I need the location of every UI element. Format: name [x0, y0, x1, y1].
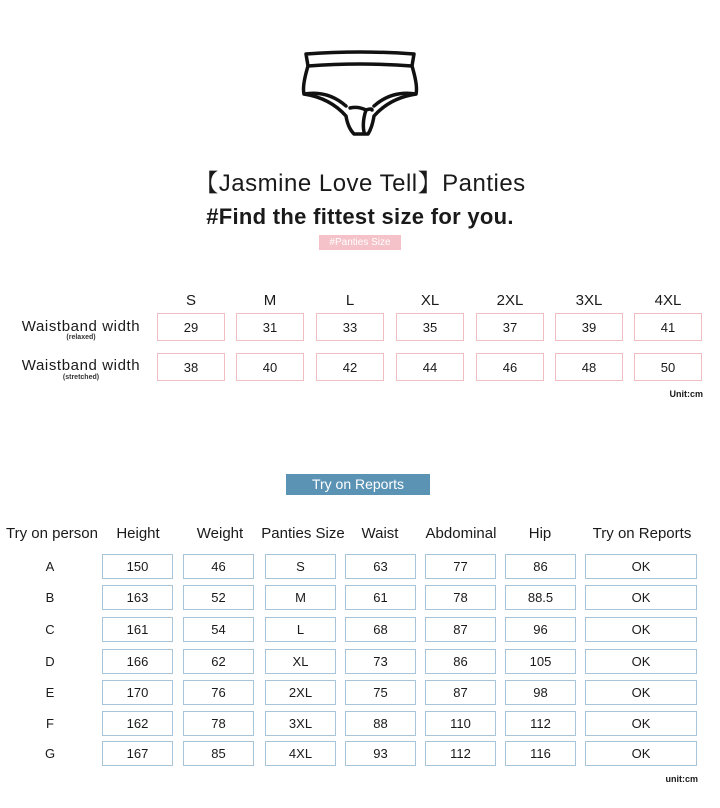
report-cell: OK [585, 711, 697, 736]
report-cell: 112 [505, 711, 576, 736]
report-cell: OK [585, 617, 697, 642]
column-header: Height [116, 525, 160, 542]
report-cell: 105 [505, 649, 576, 674]
size-cell: 46 [476, 353, 544, 381]
report-cell: 170 [102, 680, 173, 705]
report-cell: 76 [183, 680, 254, 705]
report-cell: 68 [345, 617, 416, 642]
size-cell: 44 [396, 353, 464, 381]
report-cell: 98 [505, 680, 576, 705]
report-cell: OK [585, 680, 697, 705]
report-cell: 96 [505, 617, 576, 642]
try-on-person: F [46, 716, 54, 731]
size-unit-label: Unit:cm [669, 389, 703, 399]
try-on-person: A [45, 559, 55, 574]
report-cell: 54 [183, 617, 254, 642]
report-cell: S [265, 554, 336, 579]
report-cell: 78 [425, 585, 496, 610]
report-cell: 150 [102, 554, 173, 579]
report-cell: 4XL [265, 741, 336, 766]
report-cell: 77 [425, 554, 496, 579]
try-on-person: B [45, 590, 55, 605]
report-cell: M [265, 585, 336, 610]
report-cell: 167 [102, 741, 173, 766]
row-sublabel: (relaxed) [66, 334, 96, 341]
report-cell: 87 [425, 617, 496, 642]
tagline: #Find the fittest size for you. [206, 204, 514, 229]
size-cell: 29 [157, 313, 225, 341]
report-cell: 85 [183, 741, 254, 766]
report-cell: 87 [425, 680, 496, 705]
column-header: Panties Size [261, 525, 345, 542]
size-cell: 48 [555, 353, 623, 381]
panties-icon [300, 46, 420, 140]
report-cell: OK [585, 554, 697, 579]
size-cell: 35 [396, 313, 464, 341]
report-cell: 162 [102, 711, 173, 736]
column-header: Weight [196, 525, 244, 542]
report-cell: 46 [183, 554, 254, 579]
try-on-person: D [45, 654, 55, 669]
report-cell: 112 [425, 741, 496, 766]
report-cell: XL [265, 649, 336, 674]
report-cell: 161 [102, 617, 173, 642]
size-header: S [185, 292, 196, 309]
row-label: Waistband width [21, 318, 141, 335]
report-cell: 3XL [265, 711, 336, 736]
report-cell: 163 [102, 585, 173, 610]
row-label: Waistband width [21, 357, 141, 374]
size-cell: 42 [316, 353, 384, 381]
reports-unit-label: unit:cm [665, 774, 698, 784]
report-cell: 88 [345, 711, 416, 736]
brand-title: 【Jasmine Love Tell】Panties [194, 170, 526, 197]
report-cell: 61 [345, 585, 416, 610]
column-header: Try on Reports [592, 525, 692, 542]
report-cell: OK [585, 741, 697, 766]
report-cell: 63 [345, 554, 416, 579]
try-on-reports-button[interactable]: Try on Reports [286, 474, 430, 495]
size-cell: 31 [236, 313, 304, 341]
size-cell: 41 [634, 313, 702, 341]
report-cell: 78 [183, 711, 254, 736]
size-cell: 39 [555, 313, 623, 341]
size-header: 2XL [496, 292, 524, 309]
report-cell: 166 [102, 649, 173, 674]
report-cell: 116 [505, 741, 576, 766]
report-cell: OK [585, 585, 697, 610]
row-sublabel: (stretched) [62, 374, 100, 381]
try-on-person: C [45, 622, 55, 637]
try-on-person: G [44, 746, 56, 761]
size-header: 4XL [654, 292, 682, 309]
report-cell: 62 [183, 649, 254, 674]
report-cell: 2XL [265, 680, 336, 705]
report-cell: 88.5 [505, 585, 576, 610]
size-cell: 38 [157, 353, 225, 381]
report-cell: L [265, 617, 336, 642]
size-header: 3XL [575, 292, 603, 309]
column-header: Hip [528, 525, 552, 542]
report-cell: OK [585, 649, 697, 674]
report-cell: 75 [345, 680, 416, 705]
report-cell: 52 [183, 585, 254, 610]
report-cell: 86 [505, 554, 576, 579]
size-header: M [263, 292, 277, 309]
size-cell: 50 [634, 353, 702, 381]
report-cell: 86 [425, 649, 496, 674]
size-cell: 33 [316, 313, 384, 341]
size-cell: 37 [476, 313, 544, 341]
size-header: XL [420, 292, 440, 309]
column-header: Waist [361, 525, 399, 542]
report-cell: 73 [345, 649, 416, 674]
try-on-person: E [45, 685, 55, 700]
size-header: L [345, 292, 355, 309]
column-header: Try on person [6, 525, 98, 542]
panties-size-badge: #Panties Size [319, 235, 401, 250]
size-cell: 40 [236, 353, 304, 381]
report-cell: 110 [425, 711, 496, 736]
column-header: Abdominal [425, 525, 497, 542]
report-cell: 93 [345, 741, 416, 766]
